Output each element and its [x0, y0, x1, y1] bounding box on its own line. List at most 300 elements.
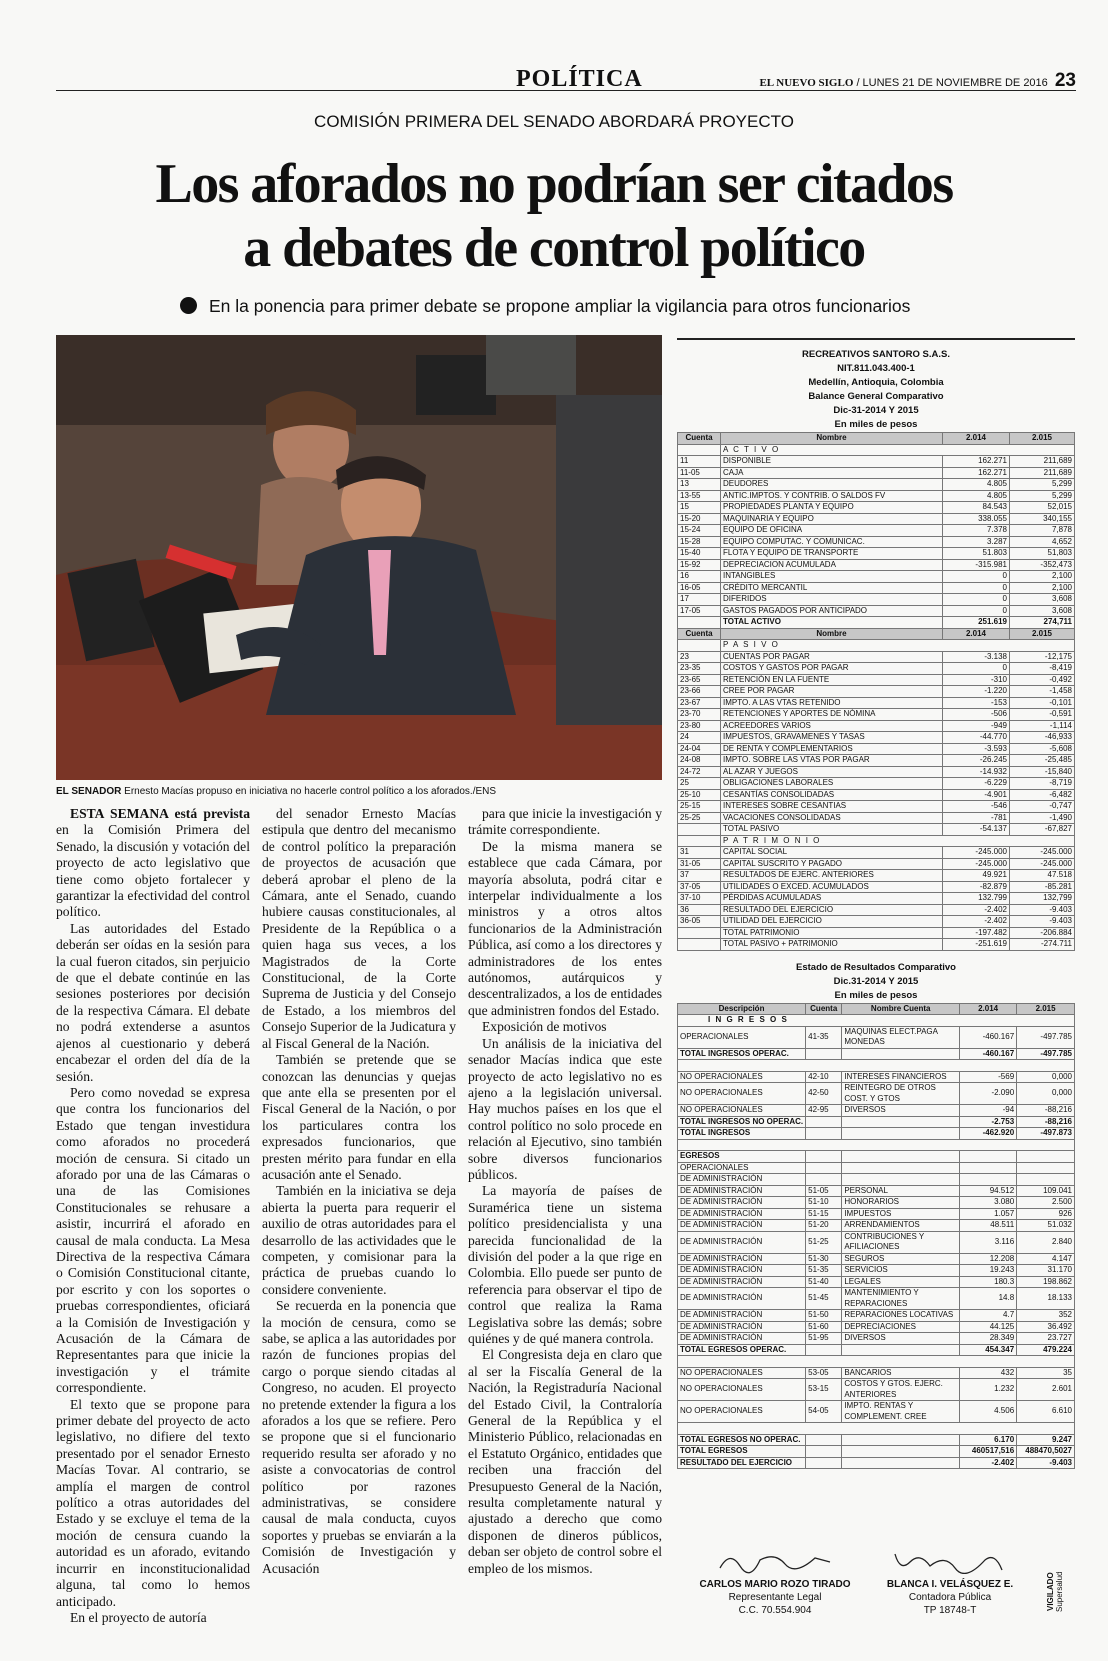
spacer-cell — [678, 1139, 1075, 1151]
account-code: 51-45 — [806, 1288, 842, 1310]
account-code: 24-04 — [678, 743, 721, 755]
spacer-row — [678, 1356, 1075, 1368]
value-2014: 12.208 — [960, 1253, 1017, 1265]
article-paragraph: El texto que se propone para primer debate del proyecto de acto legislativo, no difiere del texto presentado por el senador Ernesto Macías Tovar. Al contrario, se amplía el margen de control político a otras autoridades del Estado y se excluye el tema de la moción de censura cuando la autoridad es un aforado, evitando incurrir en inconstitucionalidad alguna, tal como lo hemos anticipado. — [56, 1396, 250, 1609]
value-2015: -1,114 — [1010, 720, 1075, 732]
value-2015: -9.403 — [1010, 916, 1075, 928]
account-name: HONORARIOS — [842, 1197, 960, 1209]
account-name: RETENCIÓN EN LA FUENTE — [721, 674, 943, 686]
table-row — [678, 513, 1075, 525]
table-row — [678, 1367, 1075, 1379]
section-row — [678, 444, 1075, 456]
account-name: ACREEDORES VARIOS — [721, 720, 943, 732]
table-row — [678, 1310, 1075, 1322]
value-2014: 94.512 — [960, 1185, 1017, 1197]
account-code: 41-35 — [806, 1026, 842, 1048]
account-name: IMPTO. RENTAS Y COMPLEMENT. CREE — [842, 1401, 960, 1423]
account-name: TOTAL PASIVO + PATRIMONIO — [721, 939, 943, 951]
table-row — [678, 778, 1075, 790]
value-2014: 180.3 — [960, 1276, 1017, 1288]
table-row — [678, 847, 1075, 859]
value-2015: 31.170 — [1017, 1265, 1075, 1277]
article-paragraph: El Congresista deja en claro que al ser la Fiscalía General de la Nación, la Registraduría Nacional del Estado Civil, la Contraloría General de la República y el Ministerio Público, relacionadas en el Estatuto Orgánico, entidades que reciben una fracción del Presupuesto General de la Nación, resulta completamente natural y ajustado a derecho que como disponen de dineros públicos, deban ser objeto de control sobre el empleo de los mismos. — [468, 1347, 662, 1576]
table-row — [678, 1185, 1075, 1197]
account-name — [842, 1446, 960, 1458]
account-code: 42-50 — [806, 1083, 842, 1105]
account-code — [806, 1162, 842, 1174]
account-name: GASTOS PAGADOS POR ANTICIPADO — [721, 605, 943, 617]
account-name — [842, 1151, 960, 1163]
spacer-cell — [678, 1060, 1075, 1072]
account-name: VACACIONES CONSOLIDADAS — [721, 812, 943, 824]
value-2014: 1.232 — [960, 1379, 1017, 1401]
description: NO OPERACIONALES — [678, 1071, 806, 1083]
account-name — [842, 1344, 960, 1356]
account-name: DISPONIBLE — [721, 456, 943, 468]
table-row — [678, 904, 1075, 916]
description: OPERACIONALES — [678, 1026, 806, 1048]
value-2014: -245.000 — [943, 858, 1010, 870]
value-2015: 5,299 — [1010, 490, 1075, 502]
balance-header-line: RECREATIVOS SANTORO S.A.S. — [802, 349, 950, 360]
value-2015 — [1017, 1174, 1075, 1186]
description: DE ADMINISTRACIÓN — [678, 1310, 806, 1322]
table-row — [678, 916, 1075, 928]
value-2014: -6.229 — [943, 778, 1010, 790]
value-2015: 274,711 — [1010, 617, 1075, 629]
value-2014: -82.879 — [943, 881, 1010, 893]
value-2014: 251.619 — [943, 617, 1010, 629]
value-2014: 132.799 — [943, 893, 1010, 905]
account-code: 37-10 — [678, 893, 721, 905]
description: NO OPERACIONALES — [678, 1105, 806, 1117]
page-header — [56, 62, 1076, 91]
table-row — [678, 582, 1075, 594]
photo-caption — [56, 786, 496, 797]
account-code: 25-15 — [678, 801, 721, 813]
account-name: DIVERSOS — [842, 1333, 960, 1345]
value-2014: 51.803 — [943, 548, 1010, 560]
value-2014: -3.593 — [943, 743, 1010, 755]
table-row — [678, 674, 1075, 686]
value-2015: -245.000 — [1010, 858, 1075, 870]
signer-role: Contadora Pública — [908, 1592, 992, 1603]
account-name: RETENCIONES Y APORTES DE NÓMINA — [721, 709, 943, 721]
value-2014: -506 — [943, 709, 1010, 721]
table-row — [678, 1276, 1075, 1288]
account-name: MAQUINAS ELECT.PAGA MONEDAS — [842, 1026, 960, 1048]
description: OPERACIONALES — [678, 1162, 806, 1174]
account-code: 23 — [678, 651, 721, 663]
table-row — [678, 1048, 1075, 1060]
signature-icon — [890, 1548, 1010, 1574]
value-2014: -949 — [943, 720, 1010, 732]
table-row — [678, 1116, 1075, 1128]
account-code: 23-80 — [678, 720, 721, 732]
section-label: P A T R I M O N I O — [721, 835, 1075, 847]
value-2015: -15,840 — [1010, 766, 1075, 778]
value-2014: 454.347 — [960, 1344, 1017, 1356]
table-row — [678, 1288, 1075, 1310]
account-name: LEGALES — [842, 1276, 960, 1288]
signature-accountant — [870, 1548, 1030, 1617]
financial-statements — [677, 338, 1075, 1469]
value-2014: 19.243 — [960, 1265, 1017, 1277]
account-code: 16 — [678, 571, 721, 583]
value-2015: -5,608 — [1010, 743, 1075, 755]
article-column-3 — [468, 806, 662, 1577]
table-row — [678, 1265, 1075, 1277]
article-paragraph: En el proyecto de autoría — [70, 1609, 207, 1625]
description: DE ADMINISTRACIÓN — [678, 1288, 806, 1310]
account-code: 53-05 — [806, 1367, 842, 1379]
income-header-line: Dic.31-2014 Y 2015 — [833, 975, 919, 987]
income-header-line: En miles de pesos — [834, 989, 918, 1001]
value-2014: 162.271 — [943, 456, 1010, 468]
account-code: 24-08 — [678, 755, 721, 767]
account-code: 24-72 — [678, 766, 721, 778]
account-code: 37-05 — [678, 881, 721, 893]
account-code — [678, 939, 721, 951]
account-name: TOTAL PASIVO — [721, 824, 943, 836]
column-header: 2.014 — [943, 433, 1010, 445]
table-row — [678, 525, 1075, 537]
value-2015: 5,299 — [1010, 479, 1075, 491]
account-name — [842, 1434, 960, 1446]
description: TOTAL EGRESOS — [678, 1446, 806, 1458]
table-row — [678, 490, 1075, 502]
value-2015: 211,689 — [1010, 456, 1075, 468]
table-row — [678, 1105, 1075, 1117]
account-code: 42-10 — [806, 1071, 842, 1083]
photo-illustration — [56, 335, 662, 780]
income-statement-header — [677, 951, 1075, 1003]
table-row — [678, 1071, 1075, 1083]
value-2015: -12,175 — [1010, 651, 1075, 663]
table-row — [678, 697, 1075, 709]
column-header: Descripción — [678, 1003, 806, 1015]
value-2014: -546 — [943, 801, 1010, 813]
account-code — [678, 617, 721, 629]
article-paragraph: para que inicie la investigación y trámite correspondiente. — [468, 806, 662, 838]
account-code: 36-05 — [678, 916, 721, 928]
value-2014: 0 — [943, 571, 1010, 583]
article-paragraph: Pero como novedad se expresa que contra los funcionarios del Estado que tengan investidura como aforados no procederá moción de censura. Si citado un aforado por una de las Cámaras o una de las Comisiones Constitucionales se rehusare a asistir, incurrirá el aforado en causal de mala conducta. La Mesa Directiva de la respectiva Cámara o Comisión Constitucional citante, por escrito y con los soportes o pruebas correspondientes, oficiará a la Comisión de Investigación y Acusación de la Cámara de Representantes para que inicie la investigación y el trámite correspondiente. — [56, 1084, 250, 1396]
table-row — [678, 812, 1075, 824]
value-2014: -94 — [960, 1105, 1017, 1117]
account-code: 15 — [678, 502, 721, 514]
balance-header-line: NIT.811.043.400-1 — [837, 363, 915, 374]
value-2015: -352,473 — [1010, 559, 1075, 571]
section-label: A C T I V O — [721, 444, 1075, 456]
article-kicker: COMISIÓN PRIMERA DEL SENADO ABORDARÁ PROYECTO — [314, 112, 794, 131]
table-row — [678, 870, 1075, 882]
table-row — [678, 858, 1075, 870]
value-2014: 49.921 — [943, 870, 1010, 882]
signer-id: C.C. 70.554.904 — [738, 1605, 812, 1616]
value-2015: 6.610 — [1017, 1401, 1075, 1423]
description: NO OPERACIONALES — [678, 1401, 806, 1423]
article-paragraph: Exposición de motivos — [482, 1019, 607, 1035]
column-header: Nombre — [721, 433, 943, 445]
account-code: 53-15 — [806, 1379, 842, 1401]
value-2014: -14.932 — [943, 766, 1010, 778]
table-row — [678, 939, 1075, 951]
column-header: 2.015 — [1010, 433, 1075, 445]
value-2015: -25,485 — [1010, 755, 1075, 767]
value-2015: -88,216 — [1017, 1116, 1075, 1128]
table-row — [678, 1434, 1075, 1446]
value-2014: -26.245 — [943, 755, 1010, 767]
table-row — [678, 927, 1075, 939]
column-header: Nombre — [721, 628, 943, 640]
table-row — [678, 881, 1075, 893]
article-paragraph: ESTA SEMANA está prevista en la Comisión Primera del Senado, la discusión y votación del proyecto de acto legislativo que tiene como objeto fortalecer y garantizar la efectividad del control político. — [56, 806, 250, 920]
account-code: 54-05 — [806, 1401, 842, 1423]
account-name: EQUIPO DE OFICINA — [721, 525, 943, 537]
account-code — [806, 1457, 842, 1469]
value-2014: -460.167 — [960, 1048, 1017, 1060]
account-name: MAQUINARIA Y EQUIPO — [721, 513, 943, 525]
account-code: 15-28 — [678, 536, 721, 548]
table-row — [678, 801, 1075, 813]
balance-header-line: Dic-31-2014 Y 2015 — [833, 405, 919, 416]
value-2015: -8,419 — [1010, 663, 1075, 675]
cell-empty — [678, 835, 721, 847]
account-code: 23-67 — [678, 697, 721, 709]
account-name: INTERESES SOBRE CESANTIAS — [721, 801, 943, 813]
table-row — [678, 663, 1075, 675]
table-row — [678, 1128, 1075, 1140]
column-header: 2.014 — [943, 628, 1010, 640]
account-code — [806, 1048, 842, 1060]
value-2014: -1.220 — [943, 686, 1010, 698]
value-2015: 340,155 — [1010, 513, 1075, 525]
value-2014: -315.981 — [943, 559, 1010, 571]
table-header-row — [678, 628, 1075, 640]
bullet-icon — [180, 297, 197, 314]
article-paragraph: La mayoría de países de Suramérica tiene un sistema político presidencialista y una parecida funcionalidad de la división del poder a la que rige en Colombia. Ello puede ser punto de referencia para observar el tipo de control que realiza la Rama Legislativa sobre las demás; sobre quiénes y de qué manera controla. — [468, 1183, 662, 1346]
section-row — [678, 1015, 1075, 1027]
article-subhead — [180, 296, 910, 317]
value-2015: 4.147 — [1017, 1253, 1075, 1265]
value-2014: -245.000 — [943, 847, 1010, 859]
value-2015: -88,216 — [1017, 1105, 1075, 1117]
spacer-cell — [678, 1356, 1075, 1368]
value-2014: -2.753 — [960, 1116, 1017, 1128]
column-header: Cuenta — [678, 628, 721, 640]
table-row — [678, 594, 1075, 606]
value-2014: 0 — [943, 594, 1010, 606]
account-code: 11-05 — [678, 467, 721, 479]
article-paragraph: También se pretende que se conozcan las denuncias y quejas que ante ella se presenten por el Fiscal General de la Nación, o por los particulares contra los expresados funcionarios, que presten mérito para fundar en ella acusación ante el Senado. — [262, 1052, 456, 1182]
value-2015: 488470,5027 — [1017, 1446, 1075, 1458]
account-name: SEGUROS — [842, 1253, 960, 1265]
table-row — [678, 617, 1075, 629]
account-name: CUENTAS POR PAGAR — [721, 651, 943, 663]
account-name: EQUIPO COMPUTAC. Y COMUNICAC. — [721, 536, 943, 548]
account-code: 25 — [678, 778, 721, 790]
account-name: DE RENTA Y COMPLEMENTARIOS — [721, 743, 943, 755]
account-name: TOTAL PATRIMONIO — [721, 927, 943, 939]
table-row — [678, 1333, 1075, 1345]
account-name: PROPIEDADES PLANTA Y EQUIPO — [721, 502, 943, 514]
account-name: IMPUESTOS — [842, 1208, 960, 1220]
value-2015: -9.403 — [1010, 904, 1075, 916]
description: DE ADMINISTRACIÓN — [678, 1321, 806, 1333]
account-name: REPARACIONES LOCATIVAS — [842, 1310, 960, 1322]
account-code: 15-20 — [678, 513, 721, 525]
section-label: I N G R E S O S — [678, 1015, 1075, 1027]
article-paragraph: También en la iniciativa se deja abierta la puerta para requerir el auxilio de otras autoridades para el desarrollo de las actividades que le competen, y comisionar para la práctica de pruebas cuando lo considere conveniente. — [262, 1183, 456, 1297]
value-2015: 3,608 — [1010, 594, 1075, 606]
account-name: IMPTO. A LAS VTAS RETENIDO — [721, 697, 943, 709]
table-row — [678, 1162, 1075, 1174]
income-statement-table — [677, 1003, 1075, 1470]
value-2014: -2.402 — [960, 1457, 1017, 1469]
article-photo — [56, 335, 662, 780]
description: NO OPERACIONALES — [678, 1367, 806, 1379]
value-2014 — [960, 1151, 1017, 1163]
table-row — [678, 1197, 1075, 1209]
value-2014: -3.138 — [943, 651, 1010, 663]
value-2014: -310 — [943, 674, 1010, 686]
balance-sheet-header — [677, 340, 1075, 432]
table-row — [678, 686, 1075, 698]
account-name: UTILIDAD DEL EJERCICIO — [721, 916, 943, 928]
table-row — [678, 1174, 1075, 1186]
account-code: 23-35 — [678, 663, 721, 675]
description: DE ADMINISTRACIÓN — [678, 1333, 806, 1345]
table-row — [678, 456, 1075, 468]
value-2015: -85.281 — [1010, 881, 1075, 893]
value-2015: 2.500 — [1017, 1197, 1075, 1209]
signature-icon — [715, 1548, 835, 1574]
account-code — [806, 1151, 842, 1163]
column-header: 2.015 — [1017, 1003, 1075, 1015]
spacer-row — [678, 1139, 1075, 1151]
account-code: 13-55 — [678, 490, 721, 502]
value-2015: -497.873 — [1017, 1128, 1075, 1140]
table-row — [678, 893, 1075, 905]
value-2015: 926 — [1017, 1208, 1075, 1220]
account-code: 24 — [678, 732, 721, 744]
account-name: AL AZAR Y JUEGOS — [721, 766, 943, 778]
account-name: INTERESES FINANCIEROS — [842, 1071, 960, 1083]
account-code: 51-60 — [806, 1321, 842, 1333]
description: NO OPERACIONALES — [678, 1083, 806, 1105]
publication-name: EL NUEVO SIGLO — [759, 77, 854, 89]
value-2015: -245.000 — [1010, 847, 1075, 859]
account-code: 16-05 — [678, 582, 721, 594]
account-code — [806, 1446, 842, 1458]
value-2015: 132,799 — [1010, 893, 1075, 905]
account-name: DIVERSOS — [842, 1105, 960, 1117]
value-2014: 0 — [943, 605, 1010, 617]
account-code: 17-05 — [678, 605, 721, 617]
value-2014: -4.901 — [943, 789, 1010, 801]
account-name: MANTENIMIENTO Y REPARACIONES — [842, 1288, 960, 1310]
cell-empty — [678, 640, 721, 652]
table-row — [678, 1379, 1075, 1401]
signer-name: CARLOS MARIO ROZO TIRADO — [699, 1579, 851, 1590]
account-name: ANTIC.IMPTOS. Y CONTRIB. O SALDOS FV — [721, 490, 943, 502]
table-row — [678, 766, 1075, 778]
value-2014: 432 — [960, 1367, 1017, 1379]
value-2015: 9.247 — [1017, 1434, 1075, 1446]
value-2014: -462.920 — [960, 1128, 1017, 1140]
value-2015: 36.492 — [1017, 1321, 1075, 1333]
account-name: DEUDORES — [721, 479, 943, 491]
description: DE ADMINISTRACIÓN — [678, 1220, 806, 1232]
column-header: 2.014 — [960, 1003, 1017, 1015]
table-row — [678, 1026, 1075, 1048]
value-2015: 7,878 — [1010, 525, 1075, 537]
value-2015 — [1017, 1162, 1075, 1174]
account-code — [806, 1128, 842, 1140]
value-2015: 352 — [1017, 1310, 1075, 1322]
description: TOTAL INGRESOS OPERAC. — [678, 1048, 806, 1060]
account-name: COSTOS Y GTOS. EJERC. ANTERIORES — [842, 1379, 960, 1401]
value-2014: 4.805 — [943, 479, 1010, 491]
cell-empty — [678, 444, 721, 456]
account-name: CAJA — [721, 467, 943, 479]
value-2015: -0,492 — [1010, 674, 1075, 686]
value-2015: 2,100 — [1010, 582, 1075, 594]
account-name: CAPITAL SUSCRITO Y PAGADO — [721, 858, 943, 870]
value-2015: 51,803 — [1010, 548, 1075, 560]
table-row — [678, 571, 1075, 583]
table-row — [678, 720, 1075, 732]
table-row — [678, 743, 1075, 755]
account-name: ARRENDAMIENTOS — [842, 1220, 960, 1232]
value-2014: -569 — [960, 1071, 1017, 1083]
value-2014: 1.057 — [960, 1208, 1017, 1220]
account-name: DEPRECIACION ACUMULADA — [721, 559, 943, 571]
account-code: 42-95 — [806, 1105, 842, 1117]
supervision-stamp — [1046, 1560, 1068, 1624]
account-code: 15-40 — [678, 548, 721, 560]
spacer-row — [678, 1423, 1075, 1435]
value-2014: 0 — [943, 663, 1010, 675]
account-code — [806, 1174, 842, 1186]
value-2015: 2,100 — [1010, 571, 1075, 583]
signer-id: TP 18748-T — [923, 1605, 977, 1616]
signature-legal-rep — [690, 1548, 860, 1617]
account-code: 11 — [678, 456, 721, 468]
value-2015: 479.224 — [1017, 1344, 1075, 1356]
value-2015: 18.133 — [1017, 1288, 1075, 1310]
description: DE ADMINISTRACIÓN — [678, 1265, 806, 1277]
table-row — [678, 1083, 1075, 1105]
table-row — [678, 1457, 1075, 1469]
value-2015: 52,015 — [1010, 502, 1075, 514]
table-row — [678, 755, 1075, 767]
value-2014: 3.287 — [943, 536, 1010, 548]
value-2015: -1,458 — [1010, 686, 1075, 698]
description: DE ADMINISTRACIÓN — [678, 1231, 806, 1253]
caption-lead: EL SENADOR — [56, 786, 122, 797]
value-2014: 4.805 — [943, 490, 1010, 502]
value-2015: -0,747 — [1010, 801, 1075, 813]
table-row — [678, 479, 1075, 491]
balance-sheet-table — [677, 432, 1075, 951]
table-row — [678, 502, 1075, 514]
account-code: 51-15 — [806, 1208, 842, 1220]
account-code: 51-25 — [806, 1231, 842, 1253]
article-body — [56, 806, 662, 1648]
account-name: PERSONAL — [842, 1185, 960, 1197]
